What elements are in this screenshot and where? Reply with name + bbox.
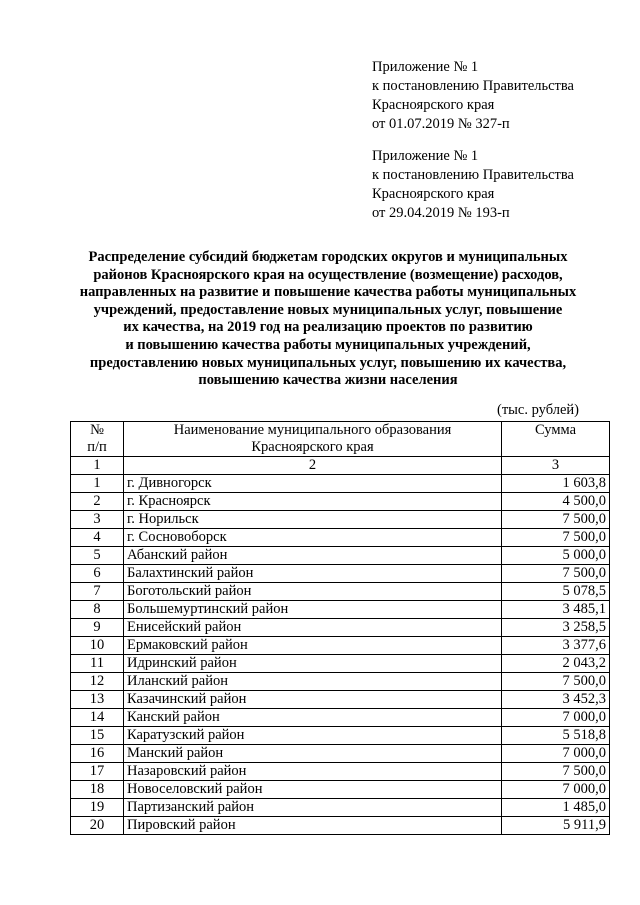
document-title (60, 249, 596, 390)
row-number: 1 (71, 475, 124, 493)
row-municipality-name: Канский район (124, 709, 502, 727)
row-municipality-name: г. Красноярск (124, 493, 502, 511)
table-row (71, 583, 610, 601)
table-row (71, 655, 610, 673)
row-municipality-name: Пировский район (124, 817, 502, 835)
header-num (71, 422, 124, 457)
table-row (71, 601, 610, 619)
title-line: повышению качества жизни населения (198, 372, 458, 389)
row-sum: 2 043,2 (502, 655, 610, 673)
row-municipality-name: Иланский район (124, 673, 502, 691)
table-row (71, 619, 610, 637)
appendix-line: к постановлению Правительства (372, 167, 574, 183)
table-row (71, 565, 610, 583)
title-line: их качества, на 2019 год на реализацию проектов по развитию (123, 319, 533, 336)
row-number: 19 (71, 799, 124, 817)
row-number: 13 (71, 691, 124, 709)
appendix-line: от 29.04.2019 № 193-п (372, 205, 510, 221)
header-num-line2: п/п (87, 439, 107, 455)
column-number: 3 (502, 457, 610, 475)
table-row (71, 511, 610, 529)
table-header-row (71, 422, 610, 457)
appendix-line: Приложение № 1 (372, 59, 479, 75)
row-sum: 7 500,0 (502, 673, 610, 691)
row-municipality-name: г. Норильск (124, 511, 502, 529)
title-line: и повышению качества работы муниципальных учреждений, (125, 336, 531, 353)
header-num-line1: № (90, 422, 104, 438)
subsidy-table (70, 421, 610, 835)
row-sum: 7 500,0 (502, 565, 610, 583)
row-number: 14 (71, 709, 124, 727)
row-sum: 7 000,0 (502, 745, 610, 763)
row-sum: 3 377,6 (502, 637, 610, 655)
units-label: (тыс. рублей) (497, 402, 579, 418)
row-number: 17 (71, 763, 124, 781)
row-sum: 3 452,3 (502, 691, 610, 709)
row-sum: 5 518,8 (502, 727, 610, 745)
appendix-line: к постановлению Правительства (372, 78, 574, 94)
table-row (71, 673, 610, 691)
row-municipality-name: г. Сосновоборск (124, 529, 502, 547)
table-row (71, 475, 610, 493)
appendix-line: Красноярского края (372, 97, 495, 113)
row-number: 4 (71, 529, 124, 547)
row-number: 16 (71, 745, 124, 763)
row-municipality-name: Каратузский район (124, 727, 502, 745)
appendix-line: Красноярского края (372, 186, 495, 202)
title-line: Распределение субсидий бюджетам городских округов и муниципальных (88, 249, 568, 265)
row-sum: 3 258,5 (502, 619, 610, 637)
table-row (71, 709, 610, 727)
row-sum: 7 500,0 (502, 529, 610, 547)
header-name-line1: Наименование муниципального образования (173, 422, 452, 438)
table-row (71, 727, 610, 745)
row-municipality-name: Енисейский район (124, 619, 502, 637)
table-row (71, 691, 610, 709)
row-municipality-name: Манский район (124, 745, 502, 763)
table-row (71, 799, 610, 817)
row-number: 7 (71, 583, 124, 601)
header-sum-label: Сумма (534, 422, 577, 438)
row-municipality-name: Назаровский район (124, 763, 502, 781)
row-municipality-name: Новоселовский район (124, 781, 502, 799)
row-number: 5 (71, 547, 124, 565)
table-row (71, 763, 610, 781)
row-sum: 3 485,1 (502, 601, 610, 619)
row-sum: 5 000,0 (502, 547, 610, 565)
row-municipality-name: Идринский район (124, 655, 502, 673)
row-number: 18 (71, 781, 124, 799)
table-row (71, 529, 610, 547)
title-line: учреждений, предоставление новых муниципальных услуг, повышение (93, 301, 563, 318)
row-number: 11 (71, 655, 124, 673)
row-sum: 7 500,0 (502, 763, 610, 781)
table-row (71, 637, 610, 655)
title-line: районов Красноярского края на осуществление (возмещение) расходов, (93, 266, 563, 283)
row-number: 6 (71, 565, 124, 583)
row-sum: 5 911,9 (502, 817, 610, 835)
row-sum: 1 603,8 (502, 475, 610, 493)
table-row (71, 781, 610, 799)
row-sum: 5 078,5 (502, 583, 610, 601)
table-row (71, 745, 610, 763)
row-municipality-name: Ермаковский район (124, 637, 502, 655)
row-municipality-name: Боготольский район (124, 583, 502, 601)
appendix-header-original (372, 147, 574, 223)
row-municipality-name: Абанский район (124, 547, 502, 565)
row-number: 9 (71, 619, 124, 637)
row-number: 15 (71, 727, 124, 745)
table-row (71, 817, 610, 835)
row-municipality-name: Казачинский район (124, 691, 502, 709)
title-line: направленных на развитие и повышение качества работы муниципальных (79, 284, 577, 301)
appendix-line: от 01.07.2019 № 327-п (372, 116, 510, 132)
row-sum: 7 500,0 (502, 511, 610, 529)
row-municipality-name: Балахтинский район (124, 565, 502, 583)
row-number: 20 (71, 817, 124, 835)
header-name (124, 422, 502, 457)
row-number: 2 (71, 493, 124, 511)
column-number: 2 (124, 457, 502, 475)
column-number-row (71, 457, 610, 475)
column-number: 1 (71, 457, 124, 475)
appendix-header-current (372, 58, 574, 134)
header-name-line2: Красноярского края (251, 439, 374, 455)
appendix-line: Приложение № 1 (372, 148, 479, 164)
row-sum: 1 485,0 (502, 799, 610, 817)
table-row (71, 547, 610, 565)
row-number: 10 (71, 637, 124, 655)
row-municipality-name: Партизанский район (124, 799, 502, 817)
header-sum (502, 422, 610, 457)
row-municipality-name: г. Дивногорск (124, 475, 502, 493)
row-number: 3 (71, 511, 124, 529)
table-row (71, 493, 610, 511)
row-number: 12 (71, 673, 124, 691)
row-sum: 7 000,0 (502, 709, 610, 727)
row-municipality-name: Большемуртинский район (124, 601, 502, 619)
row-number: 8 (71, 601, 124, 619)
row-sum: 7 000,0 (502, 781, 610, 799)
title-line: предоставлению новых муниципальных услуг, повышению их качества, (89, 354, 567, 371)
row-sum: 4 500,0 (502, 493, 610, 511)
